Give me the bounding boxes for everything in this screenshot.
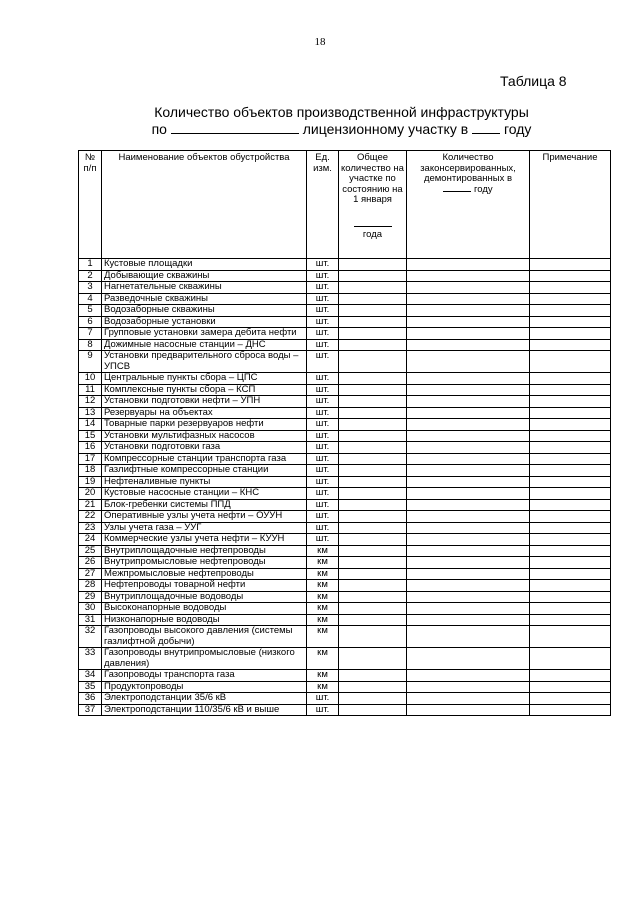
row-conserved-count-cell <box>407 626 530 648</box>
infrastructure-table <box>78 150 611 716</box>
row-conserved-count-cell <box>407 704 530 716</box>
row-unit: шт. <box>307 453 339 465</box>
row-note-cell <box>530 407 611 419</box>
row-unit: шт. <box>307 259 339 271</box>
row-number: 17 <box>79 453 102 465</box>
row-number: 21 <box>79 499 102 511</box>
row-number: 32 <box>79 626 102 648</box>
row-note-cell <box>530 693 611 705</box>
table-row <box>79 545 611 557</box>
row-note-cell <box>530 316 611 328</box>
table-row <box>79 499 611 511</box>
row-object-name: Оперативные узлы учета нефти – ОУУН <box>102 511 307 523</box>
row-total-count-cell <box>339 316 407 328</box>
row-note-cell <box>530 545 611 557</box>
row-conserved-count-cell <box>407 522 530 534</box>
title-line-1: Количество объектов производственной инфраструктуры <box>154 104 529 120</box>
row-total-count-cell <box>339 545 407 557</box>
row-object-name: Товарные парки резервуаров нефти <box>102 419 307 431</box>
row-total-count-cell <box>339 681 407 693</box>
row-number: 4 <box>79 293 102 305</box>
license-area-blank <box>171 133 299 134</box>
row-number: 34 <box>79 670 102 682</box>
table-row <box>79 591 611 603</box>
row-conserved-count-cell <box>407 293 530 305</box>
row-unit: км <box>307 557 339 569</box>
table-row <box>79 305 611 317</box>
row-note-cell <box>530 293 611 305</box>
row-conserved-count-cell <box>407 419 530 431</box>
row-total-count-cell <box>339 499 407 511</box>
row-object-name: Высоконапорные водоводы <box>102 603 307 615</box>
row-total-count-cell <box>339 648 407 670</box>
row-conserved-count-cell <box>407 614 530 626</box>
row-total-count-cell <box>339 488 407 500</box>
header-unit: Ед. изм. <box>307 151 339 259</box>
row-object-name: Компрессорные станции транспорта газа <box>102 453 307 465</box>
row-total-count-cell <box>339 603 407 615</box>
row-number: 24 <box>79 534 102 546</box>
row-total-count-cell <box>339 580 407 592</box>
row-note-cell <box>530 670 611 682</box>
header-conserved-year-blank <box>443 191 471 192</box>
row-conserved-count-cell <box>407 488 530 500</box>
row-unit: шт. <box>307 534 339 546</box>
row-unit: шт. <box>307 704 339 716</box>
table-row <box>79 626 611 648</box>
row-total-count-cell <box>339 328 407 340</box>
row-unit: км <box>307 614 339 626</box>
row-note-cell <box>530 419 611 431</box>
table-header-row <box>79 151 611 259</box>
row-note-cell <box>530 373 611 385</box>
row-unit: км <box>307 648 339 670</box>
row-number: 1 <box>79 259 102 271</box>
row-total-count-cell <box>339 670 407 682</box>
row-unit: шт. <box>307 384 339 396</box>
row-number: 7 <box>79 328 102 340</box>
row-unit: км <box>307 603 339 615</box>
table-row <box>79 580 611 592</box>
header-total-year: года <box>362 229 383 240</box>
row-total-count-cell <box>339 626 407 648</box>
row-total-count-cell <box>339 465 407 477</box>
table-row <box>79 614 611 626</box>
row-object-name: Комплексные пункты сбора – КСП <box>102 384 307 396</box>
row-object-name: Водозаборные установки <box>102 316 307 328</box>
row-unit: шт. <box>307 476 339 488</box>
table-row <box>79 328 611 340</box>
row-total-count-cell <box>339 704 407 716</box>
row-note-cell <box>530 259 611 271</box>
table-row <box>79 316 611 328</box>
table-row <box>79 693 611 705</box>
header-name: Наименование объектов обустройства <box>102 151 307 259</box>
row-unit: шт. <box>307 419 339 431</box>
row-unit: шт. <box>307 373 339 385</box>
row-total-count-cell <box>339 282 407 294</box>
row-conserved-count-cell <box>407 453 530 465</box>
row-number: 20 <box>79 488 102 500</box>
row-unit: шт. <box>307 293 339 305</box>
title-suffix: году <box>503 121 532 137</box>
row-object-name: Добывающие скважины <box>102 270 307 282</box>
row-unit: км <box>307 568 339 580</box>
row-number: 10 <box>79 373 102 385</box>
table-row <box>79 670 611 682</box>
row-unit: шт. <box>307 305 339 317</box>
row-note-cell <box>530 626 611 648</box>
row-object-name: Центральные пункты сбора – ЦПС <box>102 373 307 385</box>
table-row <box>79 534 611 546</box>
table-row <box>79 259 611 271</box>
row-number: 6 <box>79 316 102 328</box>
row-object-name: Газопроводы высокого давления (системы газлифтной добычи) <box>102 626 307 648</box>
row-unit: км <box>307 681 339 693</box>
header-note: Примечание <box>530 151 611 259</box>
row-number: 30 <box>79 603 102 615</box>
row-object-name: Нагнетательные скважины <box>102 282 307 294</box>
row-total-count-cell <box>339 522 407 534</box>
row-unit: шт. <box>307 465 339 477</box>
row-object-name: Водозаборные скважины <box>102 305 307 317</box>
row-note-cell <box>530 704 611 716</box>
table-row <box>79 704 611 716</box>
row-conserved-count-cell <box>407 351 530 373</box>
table-row <box>79 488 611 500</box>
row-conserved-count-cell <box>407 681 530 693</box>
table-row <box>79 681 611 693</box>
row-object-name: Электроподстанции 110/35/6 кВ и выше <box>102 704 307 716</box>
row-unit: шт. <box>307 522 339 534</box>
row-total-count-cell <box>339 430 407 442</box>
table-row <box>79 430 611 442</box>
row-object-name: Нефтеналивные пункты <box>102 476 307 488</box>
row-conserved-count-cell <box>407 442 530 454</box>
row-object-name: Установки подготовки газа <box>102 442 307 454</box>
row-unit: шт. <box>307 270 339 282</box>
row-note-cell <box>530 384 611 396</box>
row-note-cell <box>530 488 611 500</box>
row-number: 12 <box>79 396 102 408</box>
row-unit: шт. <box>307 351 339 373</box>
row-number: 28 <box>79 580 102 592</box>
row-object-name: Низконапорные водоводы <box>102 614 307 626</box>
row-note-cell <box>530 476 611 488</box>
row-unit: шт. <box>307 407 339 419</box>
row-unit: шт. <box>307 488 339 500</box>
row-conserved-count-cell <box>407 316 530 328</box>
row-object-name: Внутриплощадочные нефтепроводы <box>102 545 307 557</box>
table-row <box>79 603 611 615</box>
row-total-count-cell <box>339 568 407 580</box>
row-unit: км <box>307 626 339 648</box>
table-row <box>79 557 611 569</box>
row-note-cell <box>530 511 611 523</box>
row-number: 18 <box>79 465 102 477</box>
row-conserved-count-cell <box>407 545 530 557</box>
row-object-name: Резервуары на объектах <box>102 407 307 419</box>
row-number: 2 <box>79 270 102 282</box>
header-total-text: Общее количество на участке по состоянию на 1 января <box>341 152 404 205</box>
year-blank <box>472 133 500 134</box>
table-label: Таблица 8 <box>500 73 567 89</box>
row-number: 26 <box>79 557 102 569</box>
row-conserved-count-cell <box>407 339 530 351</box>
table-row <box>79 407 611 419</box>
header-conserved-text: Количество законсервированных, демонтированных в <box>420 152 516 184</box>
row-unit: шт. <box>307 511 339 523</box>
table-row <box>79 453 611 465</box>
row-unit: км <box>307 545 339 557</box>
row-object-name: Установки предварительного сброса воды – УПСВ <box>102 351 307 373</box>
table-row <box>79 442 611 454</box>
row-number: 13 <box>79 407 102 419</box>
row-note-cell <box>530 580 611 592</box>
row-conserved-count-cell <box>407 557 530 569</box>
row-unit: км <box>307 670 339 682</box>
row-note-cell <box>530 499 611 511</box>
row-total-count-cell <box>339 557 407 569</box>
table-row <box>79 384 611 396</box>
row-number: 23 <box>79 522 102 534</box>
row-note-cell <box>530 522 611 534</box>
row-total-count-cell <box>339 373 407 385</box>
row-note-cell <box>530 534 611 546</box>
row-note-cell <box>530 339 611 351</box>
row-object-name: Газопроводы внутрипромысловые (низкого давления) <box>102 648 307 670</box>
row-number: 15 <box>79 430 102 442</box>
row-object-name: Кустовые площадки <box>102 259 307 271</box>
table-row <box>79 476 611 488</box>
row-number: 14 <box>79 419 102 431</box>
row-note-cell <box>530 351 611 373</box>
row-number: 11 <box>79 384 102 396</box>
row-note-cell <box>530 270 611 282</box>
row-total-count-cell <box>339 351 407 373</box>
table-row <box>79 522 611 534</box>
row-conserved-count-cell <box>407 670 530 682</box>
row-unit: шт. <box>307 328 339 340</box>
row-conserved-count-cell <box>407 568 530 580</box>
row-conserved-count-cell <box>407 282 530 294</box>
row-conserved-count-cell <box>407 384 530 396</box>
row-total-count-cell <box>339 339 407 351</box>
row-number: 35 <box>79 681 102 693</box>
row-note-cell <box>530 603 611 615</box>
row-conserved-count-cell <box>407 396 530 408</box>
row-number: 22 <box>79 511 102 523</box>
row-total-count-cell <box>339 384 407 396</box>
row-conserved-count-cell <box>407 499 530 511</box>
row-object-name: Узлы учета газа – УУГ <box>102 522 307 534</box>
header-conserved <box>407 151 530 259</box>
row-note-cell <box>530 453 611 465</box>
row-note-cell <box>530 430 611 442</box>
row-unit: шт. <box>307 316 339 328</box>
table-row <box>79 511 611 523</box>
row-conserved-count-cell <box>407 270 530 282</box>
row-unit: шт. <box>307 499 339 511</box>
row-conserved-count-cell <box>407 603 530 615</box>
row-conserved-count-cell <box>407 534 530 546</box>
row-conserved-count-cell <box>407 373 530 385</box>
row-object-name: Установки подготовки нефти – УПН <box>102 396 307 408</box>
header-total-year-blank <box>354 226 392 227</box>
row-object-name: Групповые установки замера дебита нефти <box>102 328 307 340</box>
row-object-name: Электроподстанции 35/6 кВ <box>102 693 307 705</box>
row-total-count-cell <box>339 511 407 523</box>
row-unit: шт. <box>307 430 339 442</box>
row-number: 27 <box>79 568 102 580</box>
row-note-cell <box>530 305 611 317</box>
row-unit: шт. <box>307 396 339 408</box>
row-note-cell <box>530 568 611 580</box>
row-object-name: Внутриплощадочные водоводы <box>102 591 307 603</box>
row-conserved-count-cell <box>407 580 530 592</box>
row-conserved-count-cell <box>407 511 530 523</box>
row-object-name: Нефтепроводы товарной нефти <box>102 580 307 592</box>
table-row <box>79 282 611 294</box>
row-number: 37 <box>79 704 102 716</box>
row-total-count-cell <box>339 407 407 419</box>
row-unit: шт. <box>307 442 339 454</box>
row-conserved-count-cell <box>407 693 530 705</box>
row-conserved-count-cell <box>407 305 530 317</box>
row-number: 31 <box>79 614 102 626</box>
row-conserved-count-cell <box>407 259 530 271</box>
row-object-name: Продуктопроводы <box>102 681 307 693</box>
row-note-cell <box>530 442 611 454</box>
row-note-cell <box>530 681 611 693</box>
row-number: 9 <box>79 351 102 373</box>
row-total-count-cell <box>339 453 407 465</box>
row-note-cell <box>530 465 611 477</box>
row-conserved-count-cell <box>407 430 530 442</box>
row-object-name: Кустовые насосные станции – КНС <box>102 488 307 500</box>
row-total-count-cell <box>339 591 407 603</box>
table-row <box>79 396 611 408</box>
row-object-name: Газопроводы транспорта газа <box>102 670 307 682</box>
row-unit: км <box>307 580 339 592</box>
row-conserved-count-cell <box>407 591 530 603</box>
row-number: 19 <box>79 476 102 488</box>
row-total-count-cell <box>339 259 407 271</box>
row-total-count-cell <box>339 476 407 488</box>
row-conserved-count-cell <box>407 465 530 477</box>
row-total-count-cell <box>339 396 407 408</box>
row-unit: км <box>307 591 339 603</box>
row-object-name: Коммерческие узлы учета нефти – КУУН <box>102 534 307 546</box>
row-note-cell <box>530 328 611 340</box>
table-row <box>79 270 611 282</box>
header-conserved-year: году <box>474 183 493 195</box>
table-row <box>79 419 611 431</box>
row-unit: шт. <box>307 282 339 294</box>
table-row <box>79 373 611 385</box>
title-middle: лицензионному участку в <box>302 121 469 137</box>
row-note-cell <box>530 396 611 408</box>
row-number: 8 <box>79 339 102 351</box>
row-total-count-cell <box>339 614 407 626</box>
header-total <box>339 151 407 259</box>
row-note-cell <box>530 614 611 626</box>
row-note-cell <box>530 282 611 294</box>
row-number: 16 <box>79 442 102 454</box>
row-object-name: Установки мультифазных насосов <box>102 430 307 442</box>
row-conserved-count-cell <box>407 648 530 670</box>
table-row <box>79 568 611 580</box>
row-total-count-cell <box>339 693 407 705</box>
table-row <box>79 351 611 373</box>
row-total-count-cell <box>339 442 407 454</box>
table-row <box>79 648 611 670</box>
row-unit: шт. <box>307 339 339 351</box>
row-unit: шт. <box>307 693 339 705</box>
table-body <box>79 259 611 716</box>
table-row <box>79 293 611 305</box>
row-conserved-count-cell <box>407 407 530 419</box>
row-object-name: Разведочные скважины <box>102 293 307 305</box>
row-object-name: Дожимные насосные станции – ДНС <box>102 339 307 351</box>
row-number: 3 <box>79 282 102 294</box>
table-row <box>79 465 611 477</box>
row-total-count-cell <box>339 270 407 282</box>
row-number: 29 <box>79 591 102 603</box>
row-conserved-count-cell <box>407 476 530 488</box>
row-number: 33 <box>79 648 102 670</box>
row-total-count-cell <box>339 293 407 305</box>
row-note-cell <box>530 591 611 603</box>
title-prefix: по <box>151 121 167 137</box>
row-total-count-cell <box>339 419 407 431</box>
row-total-count-cell <box>339 305 407 317</box>
row-number: 5 <box>79 305 102 317</box>
page-number: 18 <box>314 36 326 48</box>
row-conserved-count-cell <box>407 328 530 340</box>
row-object-name: Межпромысловые нефтепроводы <box>102 568 307 580</box>
row-object-name: Блок-гребенки системы ППД <box>102 499 307 511</box>
header-conserved-year-line <box>409 185 527 196</box>
row-number: 36 <box>79 693 102 705</box>
row-object-name: Газлифтные компрессорные станции <box>102 465 307 477</box>
row-note-cell <box>530 557 611 569</box>
table-row <box>79 339 611 351</box>
row-number: 25 <box>79 545 102 557</box>
row-note-cell <box>530 648 611 670</box>
title-line-2 <box>0 121 640 138</box>
row-total-count-cell <box>339 534 407 546</box>
header-num: № п/п <box>79 151 102 259</box>
row-object-name: Внутрипромысловые нефтепроводы <box>102 557 307 569</box>
document-title <box>0 104 640 138</box>
